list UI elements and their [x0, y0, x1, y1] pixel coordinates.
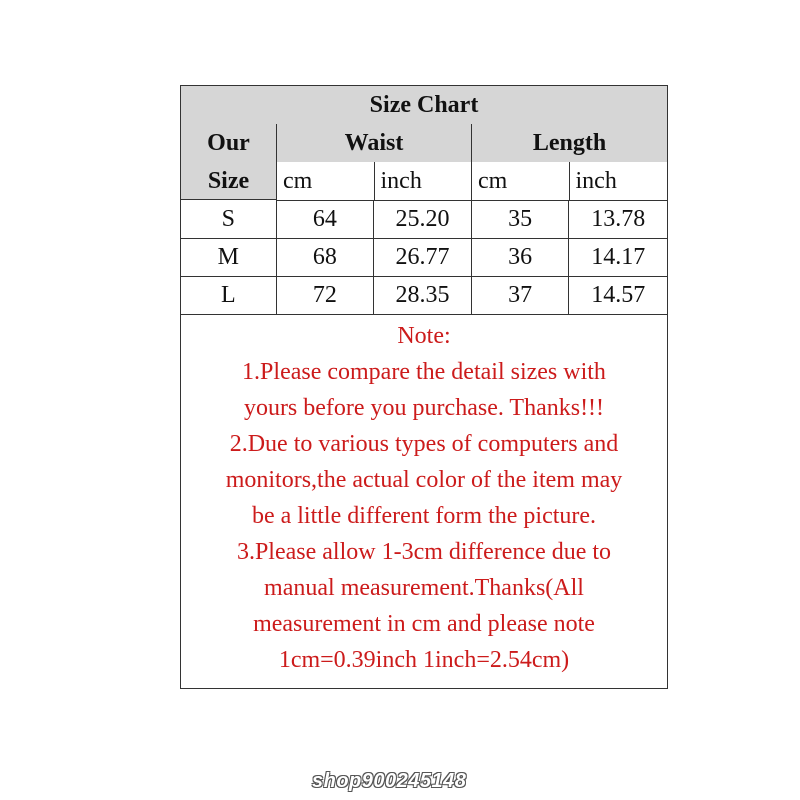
note-line: 2.Due to various types of computers and — [229, 431, 619, 457]
note-heading: Note: — [397, 323, 451, 349]
length-cm-cell: 37 — [472, 276, 570, 314]
chart-title: Size Chart — [369, 91, 479, 118]
length-cm-cell: 36 — [472, 238, 570, 276]
length-cm-cell: 35 — [472, 200, 570, 238]
unit-waist-cm: cm — [277, 162, 375, 200]
size-chart-table — [180, 85, 668, 689]
length-inch-cell: 14.17 — [591, 243, 646, 270]
note-section — [181, 314, 667, 688]
unit-waist-inch: inch — [375, 162, 473, 200]
size-cell: M — [181, 238, 277, 276]
note-line: be a little different form the picture. — [251, 503, 597, 529]
size-column-header — [181, 124, 277, 200]
size-header-line1: Our — [207, 129, 250, 156]
size-cell: L — [181, 276, 277, 314]
waist-inch-cell: 25.20 — [374, 200, 472, 238]
size-header-line2: Size — [207, 167, 250, 194]
waist-cm-cell: 68 — [277, 238, 375, 276]
table-row — [181, 200, 667, 239]
length-inch-cell: 13.78 — [591, 205, 646, 232]
waist-cm-cell: 72 — [277, 276, 375, 314]
shop-watermark: shop900245148 — [312, 770, 467, 792]
note-line: monitors,the actual color of the item may — [225, 467, 623, 493]
note-line: 3.Please allow 1-3cm difference due to — [236, 539, 612, 565]
waist-inch-cell: 26.77 — [374, 238, 472, 276]
group-header-row — [277, 124, 667, 163]
unit-length-cm: cm — [472, 162, 570, 200]
waist-inch-cell: 28.35 — [374, 276, 472, 314]
title-row — [181, 86, 667, 125]
note-line: yours before you purchase. Thanks!!! — [243, 395, 605, 421]
size-cell: S — [181, 200, 277, 238]
table-row — [181, 276, 667, 315]
waist-header: Waist — [277, 124, 472, 162]
length-inch-cell: 14.57 — [591, 281, 646, 308]
header-area — [181, 124, 667, 308]
length-header: Length — [532, 129, 607, 156]
waist-cm-cell: 64 — [277, 200, 375, 238]
note-line: 1cm=0.39inch 1inch=2.54cm) — [278, 647, 570, 673]
note-line: 1.Please compare the detail sizes with — [242, 359, 606, 385]
table-row — [181, 238, 667, 277]
unit-header-row — [277, 162, 667, 201]
note-line: measurement in cm and please note — [253, 611, 595, 637]
unit-length-inch: inch — [570, 162, 668, 200]
note-line: manual measurement.Thanks(All — [264, 575, 584, 601]
